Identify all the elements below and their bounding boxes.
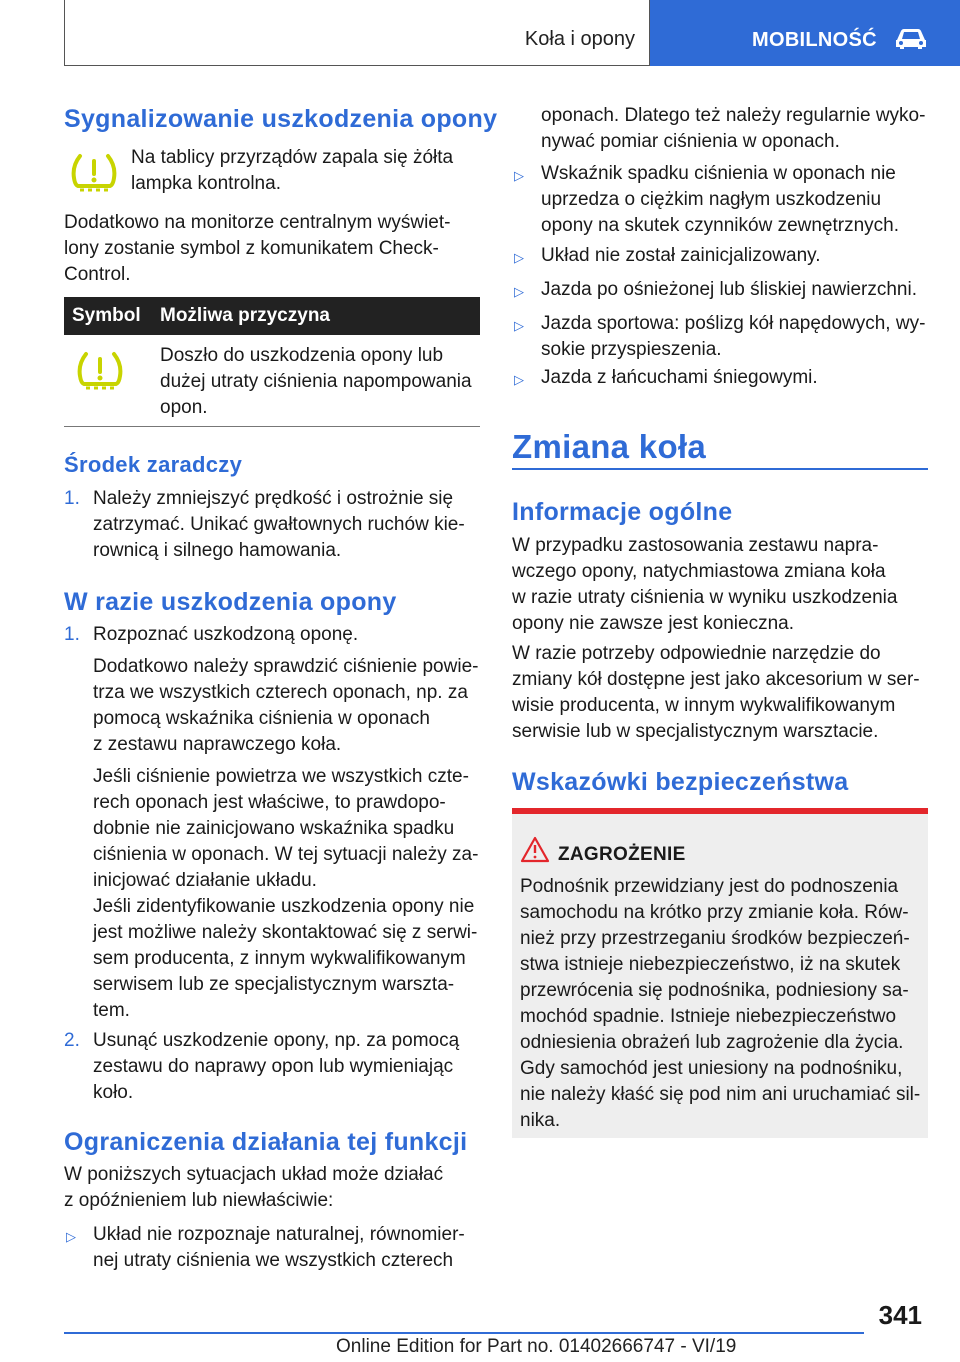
header-frame bbox=[64, 0, 650, 66]
bullet-triangle-icon: ▷ bbox=[514, 284, 524, 299]
limits-bullet-6: Jazda z łańcuchami śniegowymi. bbox=[541, 367, 818, 388]
danger-text: Podnośnik przewidziany jest do podnoszenia samochodu na krótko przy zmianie koła. Rów- nież przy przestrzeganiu środków bezpieczeń- stwa istnieje niebezpieczeństwo, iż na skutek przewrócenia się podnośnika, podniesiony sa- mochód spadnie. Istnieje niebezpieczeństwo odniesienia obrażeń lub zagrożenie dla życia. Gdy samochód jest uniesiony na podnośniku, nie należy kłaść się pod nim ani uruchamiać sil- nika. bbox=[520, 876, 921, 1131]
damage-para-2: Jeśli ciśnienie powietrza we wszystkich czte- rech oponach jest właściwe, to prawdopo- dobnie nie zainicjowano wskaźnika spadku ciśnienia w oponach. W tej sytuacji należy za- inicjować działanie układu. bbox=[93, 766, 479, 891]
bullet-triangle-icon: ▷ bbox=[514, 318, 524, 333]
damage-step-2: Usunąć uszkodzenie opony, np. za pomocą zestawu do naprawy opon lub wymieniając koło. bbox=[93, 1030, 460, 1103]
bullet-triangle-icon: ▷ bbox=[514, 250, 524, 265]
heading-rule bbox=[512, 468, 928, 470]
footer-rule bbox=[64, 1332, 864, 1334]
danger-title: ZAGROŻENIE bbox=[558, 844, 686, 865]
limits-bullet-2: Wskaźnik spadku ciśnienia w oponach nie uprzedza o ciężkim nagłym uszkodzeniu opony na skutek czynników zewnętrznych. bbox=[541, 163, 900, 236]
car-icon bbox=[894, 28, 928, 50]
damage-para-1: Dodatkowo należy sprawdzić ciśnienie powie- trza we wszystkich czterech oponach, np. za pomocą wskaźnika ciśnienia w oponach z zestawu naprawczego koła. bbox=[93, 656, 479, 755]
damage-step-1: Rozpoznać uszkodzoną oponę. bbox=[93, 624, 359, 645]
table-divider bbox=[64, 426, 480, 427]
limits-bullet-1: Układ nie rozpoznaje naturalnej, równomier- nej utraty ciśnienia we wszystkich czterech bbox=[93, 1224, 465, 1271]
section-title: Koła i opony bbox=[524, 28, 635, 50]
step-number: 1. bbox=[64, 624, 80, 645]
danger-notice bbox=[512, 808, 928, 1138]
tire-pressure-warning-icon bbox=[76, 350, 124, 390]
heading-safety: Wskazówki bezpieczeństwa bbox=[512, 768, 849, 796]
info-para-2: W razie potrzeby odpowiednie narzędzie do zmiany kół dostępne jest jako akcesorium w ser- wisie producenta, w innym wykwalifikowanym serwisie lub w specjalistycznym warsztacie. bbox=[512, 643, 920, 742]
bullet-triangle-icon: ▷ bbox=[66, 1229, 76, 1244]
edition-text: Online Edition for Part no. 01402666747 - VI/19 bbox=[336, 1336, 737, 1357]
bullet-triangle-icon: ▷ bbox=[514, 168, 524, 183]
col-symbol: Symbol bbox=[72, 305, 141, 326]
page-number: 341 bbox=[878, 1300, 922, 1330]
signal-text: Na tablicy przyrządów zapala się żółta lampka kontrolna. bbox=[131, 147, 454, 194]
heading-remedy: Środek zaradczy bbox=[64, 452, 243, 477]
step-number: 2. bbox=[64, 1030, 80, 1051]
step-number: 1. bbox=[64, 488, 80, 509]
limits-bullet-4: Jazda po ośnieżonej lub śliskiej nawierzchni. bbox=[541, 279, 917, 300]
danger-triangle-icon bbox=[520, 836, 550, 864]
limits-bullet-5: Jazda sportowa: poślizg kół napędowych, wy- sokie przyspieszenia. bbox=[541, 313, 926, 360]
limits-bullet-1-cont: oponach. Dlatego też należy regularnie wyko- nywać pomiar ciśnienia w oponach. bbox=[541, 105, 926, 152]
heading-tire-damage: W razie uszkodzenia opony bbox=[64, 588, 397, 616]
table-header bbox=[64, 297, 480, 335]
tire-pressure-warning-icon bbox=[70, 152, 118, 192]
heading-wheel-change: Zmiana koła bbox=[512, 428, 707, 465]
info-para-1: W przypadku zastosowania zestawu napra- wczego opony, natychmiastowa zmiana koła w razie utraty ciśnienia w wyniku uszkodzenia opony nie zawsze jest konieczna. bbox=[512, 535, 898, 634]
col-cause: Możliwa przyczyna bbox=[160, 305, 330, 326]
limits-intro: W poniższych sytuacjach układ może działać z opóźnieniem lub niewłaściwie: bbox=[64, 1164, 444, 1211]
limits-bullet-3: Układ nie został zainicjalizowany. bbox=[541, 245, 821, 266]
heading-tire-signal: Sygnalizowanie uszkodzenia opony bbox=[64, 105, 498, 133]
chapter-tab-label: MOBILNOŚĆ bbox=[752, 29, 877, 51]
heading-limitations: Ograniczenia działania tej funkcji bbox=[64, 1128, 468, 1156]
bullet-triangle-icon: ▷ bbox=[514, 372, 524, 387]
table-row-cause: Doszło do uszkodzenia opony lub dużej utraty ciśnienia napompowania opon. bbox=[160, 345, 472, 418]
heading-general-info: Informacje ogólne bbox=[512, 498, 733, 526]
chapter-tab bbox=[650, 0, 960, 66]
monitor-text: Dodatkowo na monitorze centralnym wyświet- lony zostanie symbol z komunikatem Check- Control. bbox=[64, 212, 451, 285]
remedy-text: Należy zmniejszyć prędkość i ostrożnie się zatrzymać. Unikać gwałtownych ruchów kie- rownicą i silnego hamowania. bbox=[93, 488, 465, 561]
damage-para-3: Jeśli zidentyfikowanie uszkodzenia opony nie jest możliwe należy skontaktować się z serwi- sem producenta, z innym wykwalifikowanym serwisem lub ze specjalistycznym warszta- tem. bbox=[93, 896, 478, 1021]
